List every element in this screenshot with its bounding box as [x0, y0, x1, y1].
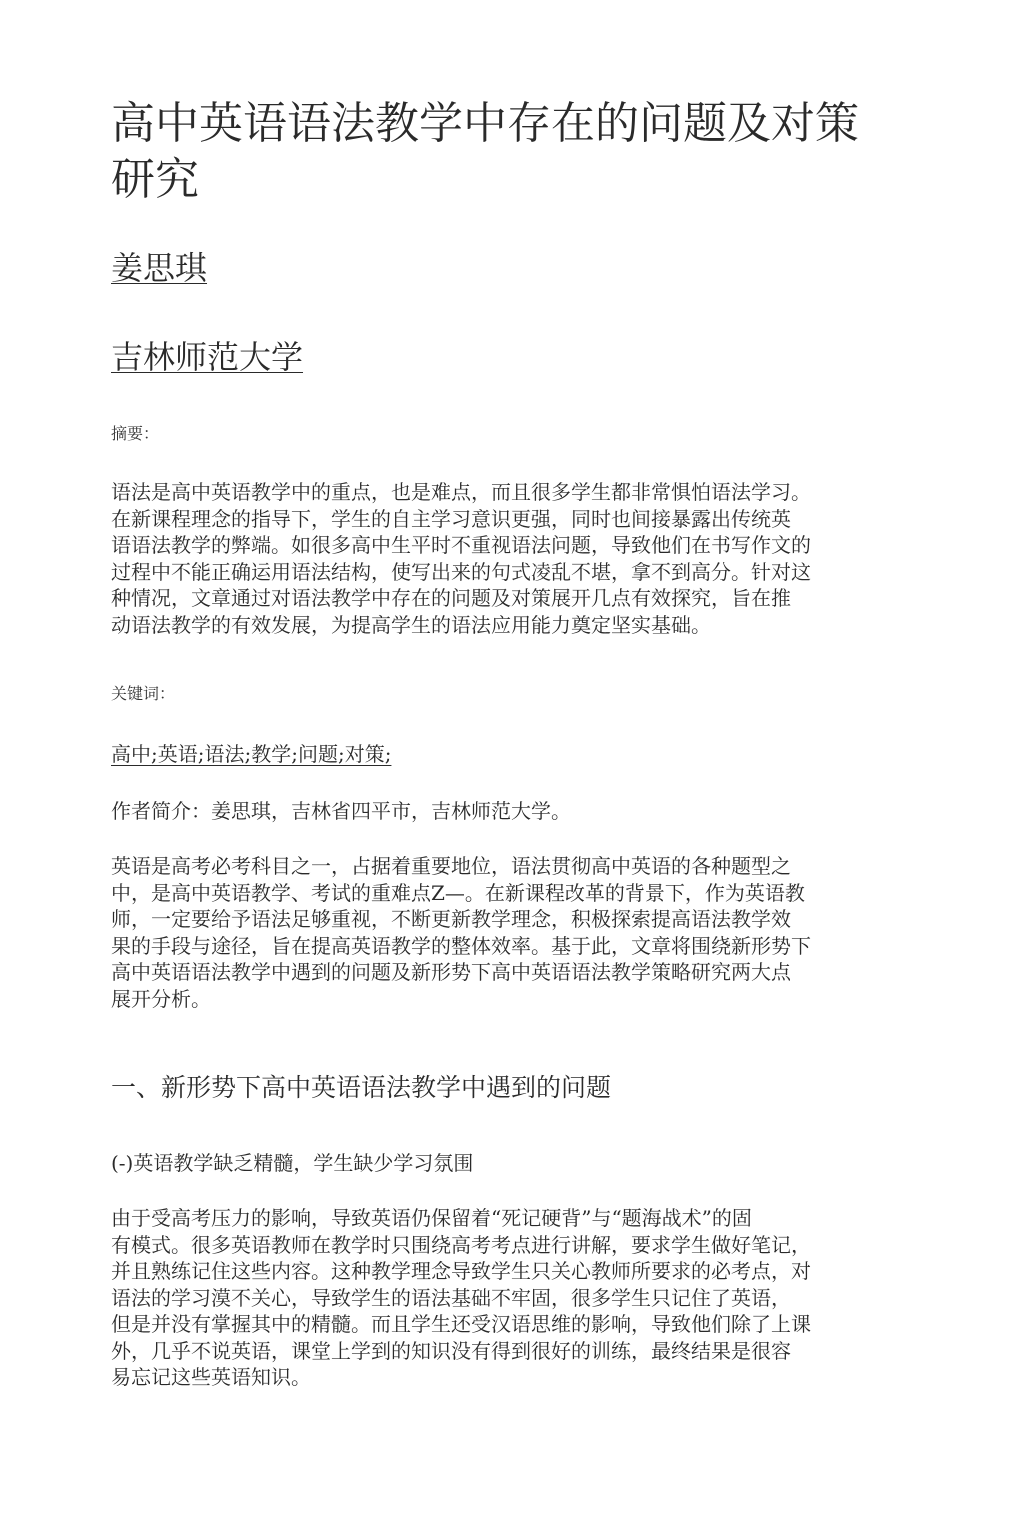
- author-affiliation[interactable]: 吉林师范大学: [111, 338, 304, 376]
- section-heading: 一、新形势下高中英语语法教学中遇到的问题: [111, 1073, 612, 1102]
- keywords-list[interactable]: 高中;英语;语法;教学;问题;对策;: [111, 742, 392, 766]
- subsection-body: 由于受高考压力的影响，导致英语仍保留着“死记硬背”与“题海战术”的固 有模式。很多英语教师在教学时只围绕高考考点进行讲解，要求学生做好笔记， 并且熟练记住这些内容。这种教学理念导致学生只关心教师所要求的必考点，对 语法的学习漠不关心，导致学生的语法基础不牢固，很多学生只记住了英语， 但是并没有掌握其中的精髓。而且学生还受汉语思维的影响，导致他们除了上课 外，几乎不说英语，课堂上学到的知识没有得到很好的训练，最终结果是很容 易忘记这些英语知识。: [111, 1206, 811, 1389]
- abstract-text: 语法是高中英语教学中的重点，也是难点，而且很多学生都非常惧怕语法学习。 在新课程理念的指导下，学生的自主学习意识更强，同时也间接暴露出传统英 语语法教学的弊端。如很多高中生平时不重视语法问题，导致他们在书写作文的 过程中不能正确运用语法结构，使写出来的句式凌乱不堪，拿不到高分。针对这 种情况，文章通过对语法教学中存在的问题及对策展开几点有效探究，旨在推 动语法教学的有效发展，为提高学生的语法应用能力奠定坚实基础。: [111, 480, 811, 637]
- keywords-label: 关键词：: [111, 684, 176, 703]
- intro-paragraph: 英语是高考必考科目之一，占据着重要地位，语法贯彻高中英语的各种题型之 中，是高中英语教学、考试的重难点Z—。在新课程改革的背景下，作为英语教 师，一定要给予语法足够重视，不断更新教学理念，积极探索提高语法教学效 果的手段与途径，旨在提高英语教学的整体效率。基于此，文章将围绕新形势下 高中英语语法教学中遇到的问题及新形势下高中英语语法教学策略研究两大点 展开分析。: [111, 854, 811, 1011]
- author-bio: 作者简介：姜思琪，吉林省四平市，吉林师范大学。: [111, 799, 571, 823]
- author-name[interactable]: 姜思琪: [111, 249, 208, 287]
- abstract-label: 摘要：: [111, 424, 160, 443]
- document-title: 高中英语语法教学中存在的问题及对策研究: [111, 98, 859, 205]
- subsection-heading: (-)英语教学缺乏精髓，学生缺少学习氛围: [111, 1151, 474, 1175]
